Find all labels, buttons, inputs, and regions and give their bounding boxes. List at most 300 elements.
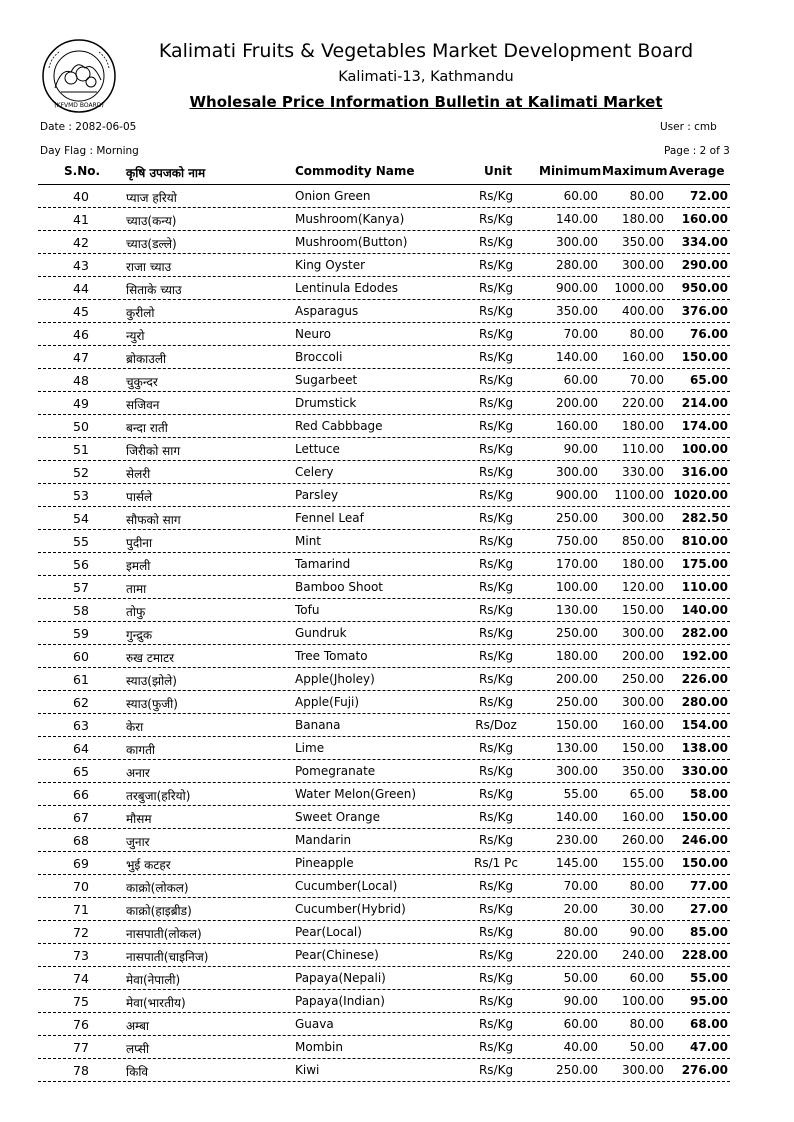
row-average: 47.00 — [690, 1040, 728, 1054]
row-average: 214.00 — [681, 396, 728, 410]
row-unit: Rs/Kg — [478, 580, 514, 594]
row-average: 290.00 — [681, 258, 728, 272]
row-maximum: 220.00 — [622, 396, 664, 410]
header-minimum: Minimum — [539, 164, 602, 178]
table-row — [38, 277, 730, 300]
row-average: 950.00 — [681, 281, 728, 295]
row-minimum: 900.00 — [556, 488, 598, 502]
row-average: 192.00 — [681, 649, 728, 663]
row-unit: Rs/Kg — [478, 465, 514, 479]
row-average: 376.00 — [681, 304, 728, 318]
row-unit: Rs/Kg — [478, 902, 514, 916]
row-average: 68.00 — [690, 1017, 728, 1031]
row-sno: 63 — [73, 718, 89, 733]
row-minimum: 250.00 — [556, 511, 598, 525]
row-commodity: Bamboo Shoot — [295, 580, 384, 594]
header-maximum: Maximum — [602, 164, 668, 178]
row-unit: Rs/Kg — [478, 1017, 514, 1031]
row-unit: Rs/Kg — [478, 396, 514, 410]
row-nepali-name: नासपाती(लोकल) — [126, 927, 202, 941]
row-minimum: 130.00 — [556, 741, 598, 755]
row-maximum: 330.00 — [622, 465, 664, 479]
row-sno: 75 — [73, 994, 89, 1009]
row-average: 246.00 — [681, 833, 728, 847]
table-row — [38, 806, 730, 829]
row-minimum: 90.00 — [563, 442, 598, 456]
row-nepali-name: जिरीको साग — [126, 444, 181, 458]
row-sno: 52 — [73, 465, 89, 480]
row-maximum: 150.00 — [622, 741, 664, 755]
row-minimum: 100.00 — [556, 580, 598, 594]
date-label: Date : 2082-06-05 — [40, 121, 137, 133]
row-maximum: 70.00 — [629, 373, 664, 387]
row-nepali-name: लप्सी — [126, 1042, 150, 1056]
row-nepali-name: मौसम — [126, 812, 152, 826]
table-row — [38, 875, 730, 898]
row-unit: Rs/Kg — [478, 189, 514, 203]
table-row — [38, 484, 730, 507]
row-commodity: Lettuce — [295, 442, 340, 456]
row-unit: Rs/Kg — [478, 948, 514, 962]
table-row — [38, 461, 730, 484]
row-unit: Rs/Kg — [478, 672, 514, 686]
row-nepali-name: रुख टमाटर — [126, 651, 175, 665]
row-sno: 47 — [73, 350, 89, 365]
row-minimum: 250.00 — [556, 1063, 598, 1077]
row-average: 282.00 — [681, 626, 728, 640]
row-commodity: Gundruk — [295, 626, 347, 640]
row-nepali-name: सिताके च्याउ — [126, 283, 182, 297]
row-nepali-name: न्युरो — [126, 329, 145, 343]
row-maximum: 80.00 — [629, 327, 664, 341]
row-commodity: Celery — [295, 465, 334, 479]
row-commodity: Apple(Jholey) — [295, 672, 375, 686]
header-commodity: Commodity Name — [295, 164, 415, 178]
row-nepali-name: भुई कटहर — [126, 858, 171, 872]
row-unit: Rs/Kg — [478, 925, 514, 939]
row-average: 228.00 — [681, 948, 728, 962]
row-maximum: 300.00 — [622, 626, 664, 640]
row-minimum: 140.00 — [556, 810, 598, 824]
row-sno: 45 — [73, 304, 89, 319]
row-nepali-name: केरा — [126, 720, 144, 734]
row-average: 76.00 — [690, 327, 728, 341]
row-minimum: 145.00 — [556, 856, 598, 870]
row-sno: 67 — [73, 810, 89, 825]
row-minimum: 300.00 — [556, 764, 598, 778]
row-maximum: 180.00 — [622, 212, 664, 226]
row-unit: Rs/Kg — [478, 810, 514, 824]
row-maximum: 350.00 — [622, 235, 664, 249]
row-sno: 66 — [73, 787, 89, 802]
row-maximum: 160.00 — [622, 350, 664, 364]
row-maximum: 50.00 — [629, 1040, 664, 1054]
row-sno: 40 — [73, 189, 89, 204]
row-sno: 41 — [73, 212, 89, 227]
row-nepali-name: मेवा(नेपाली) — [126, 973, 181, 987]
row-average: 72.00 — [690, 189, 728, 203]
row-maximum: 60.00 — [629, 971, 664, 985]
row-unit: Rs/Kg — [478, 741, 514, 755]
row-sno: 57 — [73, 580, 89, 595]
table-row — [38, 599, 730, 622]
row-unit: Rs/Kg — [478, 235, 514, 249]
row-sno: 61 — [73, 672, 89, 687]
row-sno: 65 — [73, 764, 89, 779]
row-commodity: Sugarbeet — [295, 373, 358, 387]
row-minimum: 55.00 — [563, 787, 598, 801]
row-unit: Rs/Kg — [478, 442, 514, 456]
row-commodity: Red Cabbbage — [295, 419, 383, 433]
row-maximum: 100.00 — [622, 994, 664, 1008]
table-row — [38, 944, 730, 967]
row-unit: Rs/Kg — [478, 649, 514, 663]
row-commodity: Cucumber(Hybrid) — [295, 902, 406, 916]
row-nepali-name: तोफु — [126, 605, 146, 619]
row-nepali-name: अम्बा — [126, 1019, 150, 1033]
row-sno: 54 — [73, 511, 89, 526]
row-nepali-name: पार्सले — [126, 490, 153, 504]
row-commodity: Banana — [295, 718, 341, 732]
row-minimum: 900.00 — [556, 281, 598, 295]
row-minimum: 750.00 — [556, 534, 598, 548]
row-nepali-name: जुनार — [126, 835, 150, 849]
row-maximum: 90.00 — [629, 925, 664, 939]
row-unit: Rs/Kg — [478, 626, 514, 640]
row-unit: Rs/Kg — [478, 281, 514, 295]
row-sno: 53 — [73, 488, 89, 503]
row-minimum: 40.00 — [563, 1040, 598, 1054]
table-row — [38, 714, 730, 737]
day-flag-label: Day Flag : Morning — [40, 145, 139, 157]
row-sno: 78 — [73, 1063, 89, 1078]
row-minimum: 230.00 — [556, 833, 598, 847]
row-maximum: 120.00 — [622, 580, 664, 594]
row-minimum: 70.00 — [563, 879, 598, 893]
row-maximum: 80.00 — [629, 189, 664, 203]
page-subtitle: Kalimati-13, Kathmandu — [338, 69, 514, 85]
row-commodity: Lime — [295, 741, 325, 755]
row-commodity: Cucumber(Local) — [295, 879, 398, 893]
row-maximum: 300.00 — [622, 695, 664, 709]
row-nepali-name: गुन्द्रुक — [126, 628, 153, 642]
row-unit: Rs/Kg — [478, 373, 514, 387]
row-commodity: Mandarin — [295, 833, 352, 847]
row-sno: 43 — [73, 258, 89, 273]
row-unit: Rs/Kg — [478, 419, 514, 433]
row-maximum: 400.00 — [622, 304, 664, 318]
row-unit: Rs/Kg — [478, 971, 514, 985]
row-minimum: 130.00 — [556, 603, 598, 617]
row-unit: Rs/1 Pc — [474, 856, 518, 870]
row-commodity: Tamarind — [295, 557, 351, 571]
row-commodity: Lentinula Edodes — [295, 281, 399, 295]
row-minimum: 220.00 — [556, 948, 598, 962]
table-row — [38, 346, 730, 369]
row-average: 154.00 — [681, 718, 728, 732]
row-unit: Rs/Kg — [478, 787, 514, 801]
row-average: 85.00 — [690, 925, 728, 939]
row-minimum: 60.00 — [563, 189, 598, 203]
row-nepali-name: काक्रो(हाइब्रीड) — [126, 904, 192, 918]
row-average: 334.00 — [681, 235, 728, 249]
row-nepali-name: सेलरी — [126, 467, 151, 481]
row-commodity: Papaya(Nepali) — [295, 971, 386, 985]
row-sno: 73 — [73, 948, 89, 963]
table-row — [38, 185, 730, 208]
row-minimum: 250.00 — [556, 695, 598, 709]
row-maximum: 65.00 — [629, 787, 664, 801]
row-minimum: 200.00 — [556, 672, 598, 686]
row-maximum: 300.00 — [622, 258, 664, 272]
row-commodity: Onion Green — [295, 189, 371, 203]
row-nepali-name: च्याउ(कन्य) — [126, 214, 177, 228]
row-average: 27.00 — [690, 902, 728, 916]
row-unit: Rs/Kg — [478, 212, 514, 226]
row-commodity: Sweet Orange — [295, 810, 381, 824]
row-nepali-name: सजिवन — [126, 398, 160, 412]
row-sno: 69 — [73, 856, 89, 871]
row-sno: 51 — [73, 442, 89, 457]
row-commodity: Fennel Leaf — [295, 511, 364, 525]
row-commodity: Mushroom(Button) — [295, 235, 408, 249]
row-nepali-name: नासपाती(चाइनिज) — [126, 950, 209, 964]
row-sno: 77 — [73, 1040, 89, 1055]
row-maximum: 250.00 — [622, 672, 664, 686]
row-average: 150.00 — [681, 856, 728, 870]
table-row — [38, 645, 730, 668]
row-maximum: 160.00 — [622, 810, 664, 824]
row-sno: 62 — [73, 695, 89, 710]
table-row — [38, 208, 730, 231]
row-commodity: Pear(Local) — [295, 925, 362, 939]
table-row — [38, 1059, 730, 1082]
row-sno: 55 — [73, 534, 89, 549]
row-nepali-name: स्याउ(फुजी) — [126, 697, 178, 711]
row-minimum: 150.00 — [556, 718, 598, 732]
row-unit: Rs/Kg — [478, 327, 514, 341]
row-unit: Rs/Kg — [478, 534, 514, 548]
row-minimum: 140.00 — [556, 350, 598, 364]
row-nepali-name: ब्रोकाउली — [126, 352, 167, 366]
row-commodity: Pomegranate — [295, 764, 376, 778]
row-nepali-name: च्याउ(डल्ले) — [126, 237, 177, 251]
row-maximum: 300.00 — [622, 1063, 664, 1077]
row-average: 140.00 — [681, 603, 728, 617]
row-maximum: 300.00 — [622, 511, 664, 525]
row-sno: 58 — [73, 603, 89, 618]
table-row — [38, 967, 730, 990]
row-commodity: Neuro — [295, 327, 331, 341]
row-nepali-name: किवि — [126, 1065, 149, 1079]
row-average: 175.00 — [681, 557, 728, 571]
row-unit: Rs/Kg — [478, 511, 514, 525]
row-maximum: 80.00 — [629, 879, 664, 893]
row-nepali-name: इमली — [126, 559, 151, 573]
row-unit: Rs/Kg — [478, 557, 514, 571]
table-row — [38, 530, 730, 553]
row-commodity: Broccoli — [295, 350, 343, 364]
row-minimum: 250.00 — [556, 626, 598, 640]
table-row — [38, 415, 730, 438]
row-minimum: 200.00 — [556, 396, 598, 410]
table-row — [38, 668, 730, 691]
row-average: 282.50 — [681, 511, 728, 525]
header-unit: Unit — [484, 164, 513, 178]
row-average: 58.00 — [690, 787, 728, 801]
row-maximum: 180.00 — [622, 557, 664, 571]
table-header — [38, 160, 730, 185]
row-sno: 72 — [73, 925, 89, 940]
row-nepali-name: अनार — [126, 766, 150, 780]
row-sno: 71 — [73, 902, 89, 917]
row-minimum: 90.00 — [563, 994, 598, 1008]
table-row — [38, 921, 730, 944]
row-average: 226.00 — [681, 672, 728, 686]
row-commodity: Kiwi — [295, 1063, 320, 1077]
row-minimum: 20.00 — [563, 902, 598, 916]
row-nepali-name: तरबुजा(हरियो) — [126, 789, 191, 803]
row-minimum: 280.00 — [556, 258, 598, 272]
row-maximum: 160.00 — [622, 718, 664, 732]
row-nepali-name: सौफको साग — [126, 513, 181, 527]
row-minimum: 350.00 — [556, 304, 598, 318]
row-maximum: 150.00 — [622, 603, 664, 617]
row-minimum: 170.00 — [556, 557, 598, 571]
table-row — [38, 323, 730, 346]
table-row — [38, 898, 730, 921]
row-commodity: Papaya(Indian) — [295, 994, 385, 1008]
row-sno: 60 — [73, 649, 89, 664]
row-average: 1020.00 — [673, 488, 728, 502]
row-maximum: 350.00 — [622, 764, 664, 778]
row-average: 316.00 — [681, 465, 728, 479]
row-minimum: 80.00 — [563, 925, 598, 939]
row-maximum: 80.00 — [629, 1017, 664, 1031]
row-average: 110.00 — [681, 580, 728, 594]
row-nepali-name: कागती — [126, 743, 156, 757]
row-average: 55.00 — [690, 971, 728, 985]
row-unit: Rs/Doz — [475, 718, 517, 732]
row-commodity: Drumstick — [295, 396, 357, 410]
row-unit: Rs/Kg — [478, 350, 514, 364]
row-sno: 42 — [73, 235, 89, 250]
row-unit: Rs/Kg — [478, 258, 514, 272]
row-minimum: 60.00 — [563, 1017, 598, 1031]
table-row — [38, 300, 730, 323]
row-sno: 68 — [73, 833, 89, 848]
header-sno: S.No. — [64, 164, 101, 178]
header-average: Average — [669, 164, 725, 178]
row-average: 280.00 — [681, 695, 728, 709]
row-maximum: 180.00 — [622, 419, 664, 433]
table-row — [38, 392, 730, 415]
row-commodity: Tofu — [295, 603, 320, 617]
row-sno: 56 — [73, 557, 89, 572]
row-sno: 44 — [73, 281, 89, 296]
row-commodity: Tree Tomato — [295, 649, 368, 663]
row-unit: Rs/Kg — [478, 764, 514, 778]
row-nepali-name: बन्दा राती — [126, 421, 168, 435]
row-unit: Rs/Kg — [478, 879, 514, 893]
row-average: 100.00 — [681, 442, 728, 456]
row-nepali-name: तामा — [126, 582, 147, 596]
row-sno: 59 — [73, 626, 89, 641]
table-row — [38, 691, 730, 714]
row-sno: 49 — [73, 396, 89, 411]
page-number: Page : 2 of 3 — [664, 145, 730, 157]
row-sno: 76 — [73, 1017, 89, 1032]
row-unit: Rs/Kg — [478, 1063, 514, 1077]
table-row — [38, 829, 730, 852]
row-maximum: 240.00 — [622, 948, 664, 962]
header-nepali-name: कृषि उपजको नाम — [126, 166, 206, 180]
row-maximum: 850.00 — [622, 534, 664, 548]
row-commodity: Water Melon(Green) — [295, 787, 417, 801]
table-row — [38, 231, 730, 254]
row-unit: Rs/Kg — [478, 695, 514, 709]
row-nepali-name: प्याज हरियो — [126, 191, 177, 205]
row-unit: Rs/Kg — [478, 1040, 514, 1054]
row-average: 95.00 — [690, 994, 728, 1008]
row-commodity: Mombin — [295, 1040, 343, 1054]
table-row — [38, 990, 730, 1013]
row-commodity: Pineapple — [295, 856, 354, 870]
price-table — [38, 185, 730, 1082]
table-row — [38, 760, 730, 783]
row-average: 174.00 — [681, 419, 728, 433]
row-minimum: 140.00 — [556, 212, 598, 226]
row-unit: Rs/Kg — [478, 833, 514, 847]
row-minimum: 160.00 — [556, 419, 598, 433]
row-commodity: Mushroom(Kanya) — [295, 212, 405, 226]
row-commodity: Asparagus — [295, 304, 359, 318]
row-average: 150.00 — [681, 350, 728, 364]
row-sno: 70 — [73, 879, 89, 894]
row-average: 276.00 — [681, 1063, 728, 1077]
row-maximum: 110.00 — [622, 442, 664, 456]
row-minimum: 300.00 — [556, 465, 598, 479]
row-commodity: Apple(Fuji) — [295, 695, 360, 709]
row-sno: 50 — [73, 419, 89, 434]
row-unit: Rs/Kg — [478, 488, 514, 502]
row-average: 65.00 — [690, 373, 728, 387]
row-commodity: Pear(Chinese) — [295, 948, 379, 962]
table-row — [38, 622, 730, 645]
row-unit: Rs/Kg — [478, 603, 514, 617]
row-commodity: King Oyster — [295, 258, 366, 272]
row-minimum: 70.00 — [563, 327, 598, 341]
row-maximum: 260.00 — [622, 833, 664, 847]
page-title: Kalimati Fruits & Vegetables Market Development Board — [158, 40, 694, 62]
row-sno: 46 — [73, 327, 89, 342]
table-row — [38, 254, 730, 277]
row-sno: 64 — [73, 741, 89, 756]
row-commodity: Guava — [295, 1017, 334, 1031]
table-row — [38, 576, 730, 599]
table-row — [38, 1013, 730, 1036]
row-average: 150.00 — [681, 810, 728, 824]
row-nepali-name: स्याउ(झोले) — [126, 674, 177, 688]
row-sno: 48 — [73, 373, 89, 388]
table-row — [38, 737, 730, 760]
row-minimum: 60.00 — [563, 373, 598, 387]
row-nepali-name: कुरीलो — [126, 306, 155, 320]
svg-text:(KFVMD BOARD): (KFVMD BOARD) — [54, 102, 104, 109]
table-row — [38, 438, 730, 461]
row-nepali-name: मेवा(भारतीय) — [126, 996, 186, 1010]
row-minimum: 300.00 — [556, 235, 598, 249]
